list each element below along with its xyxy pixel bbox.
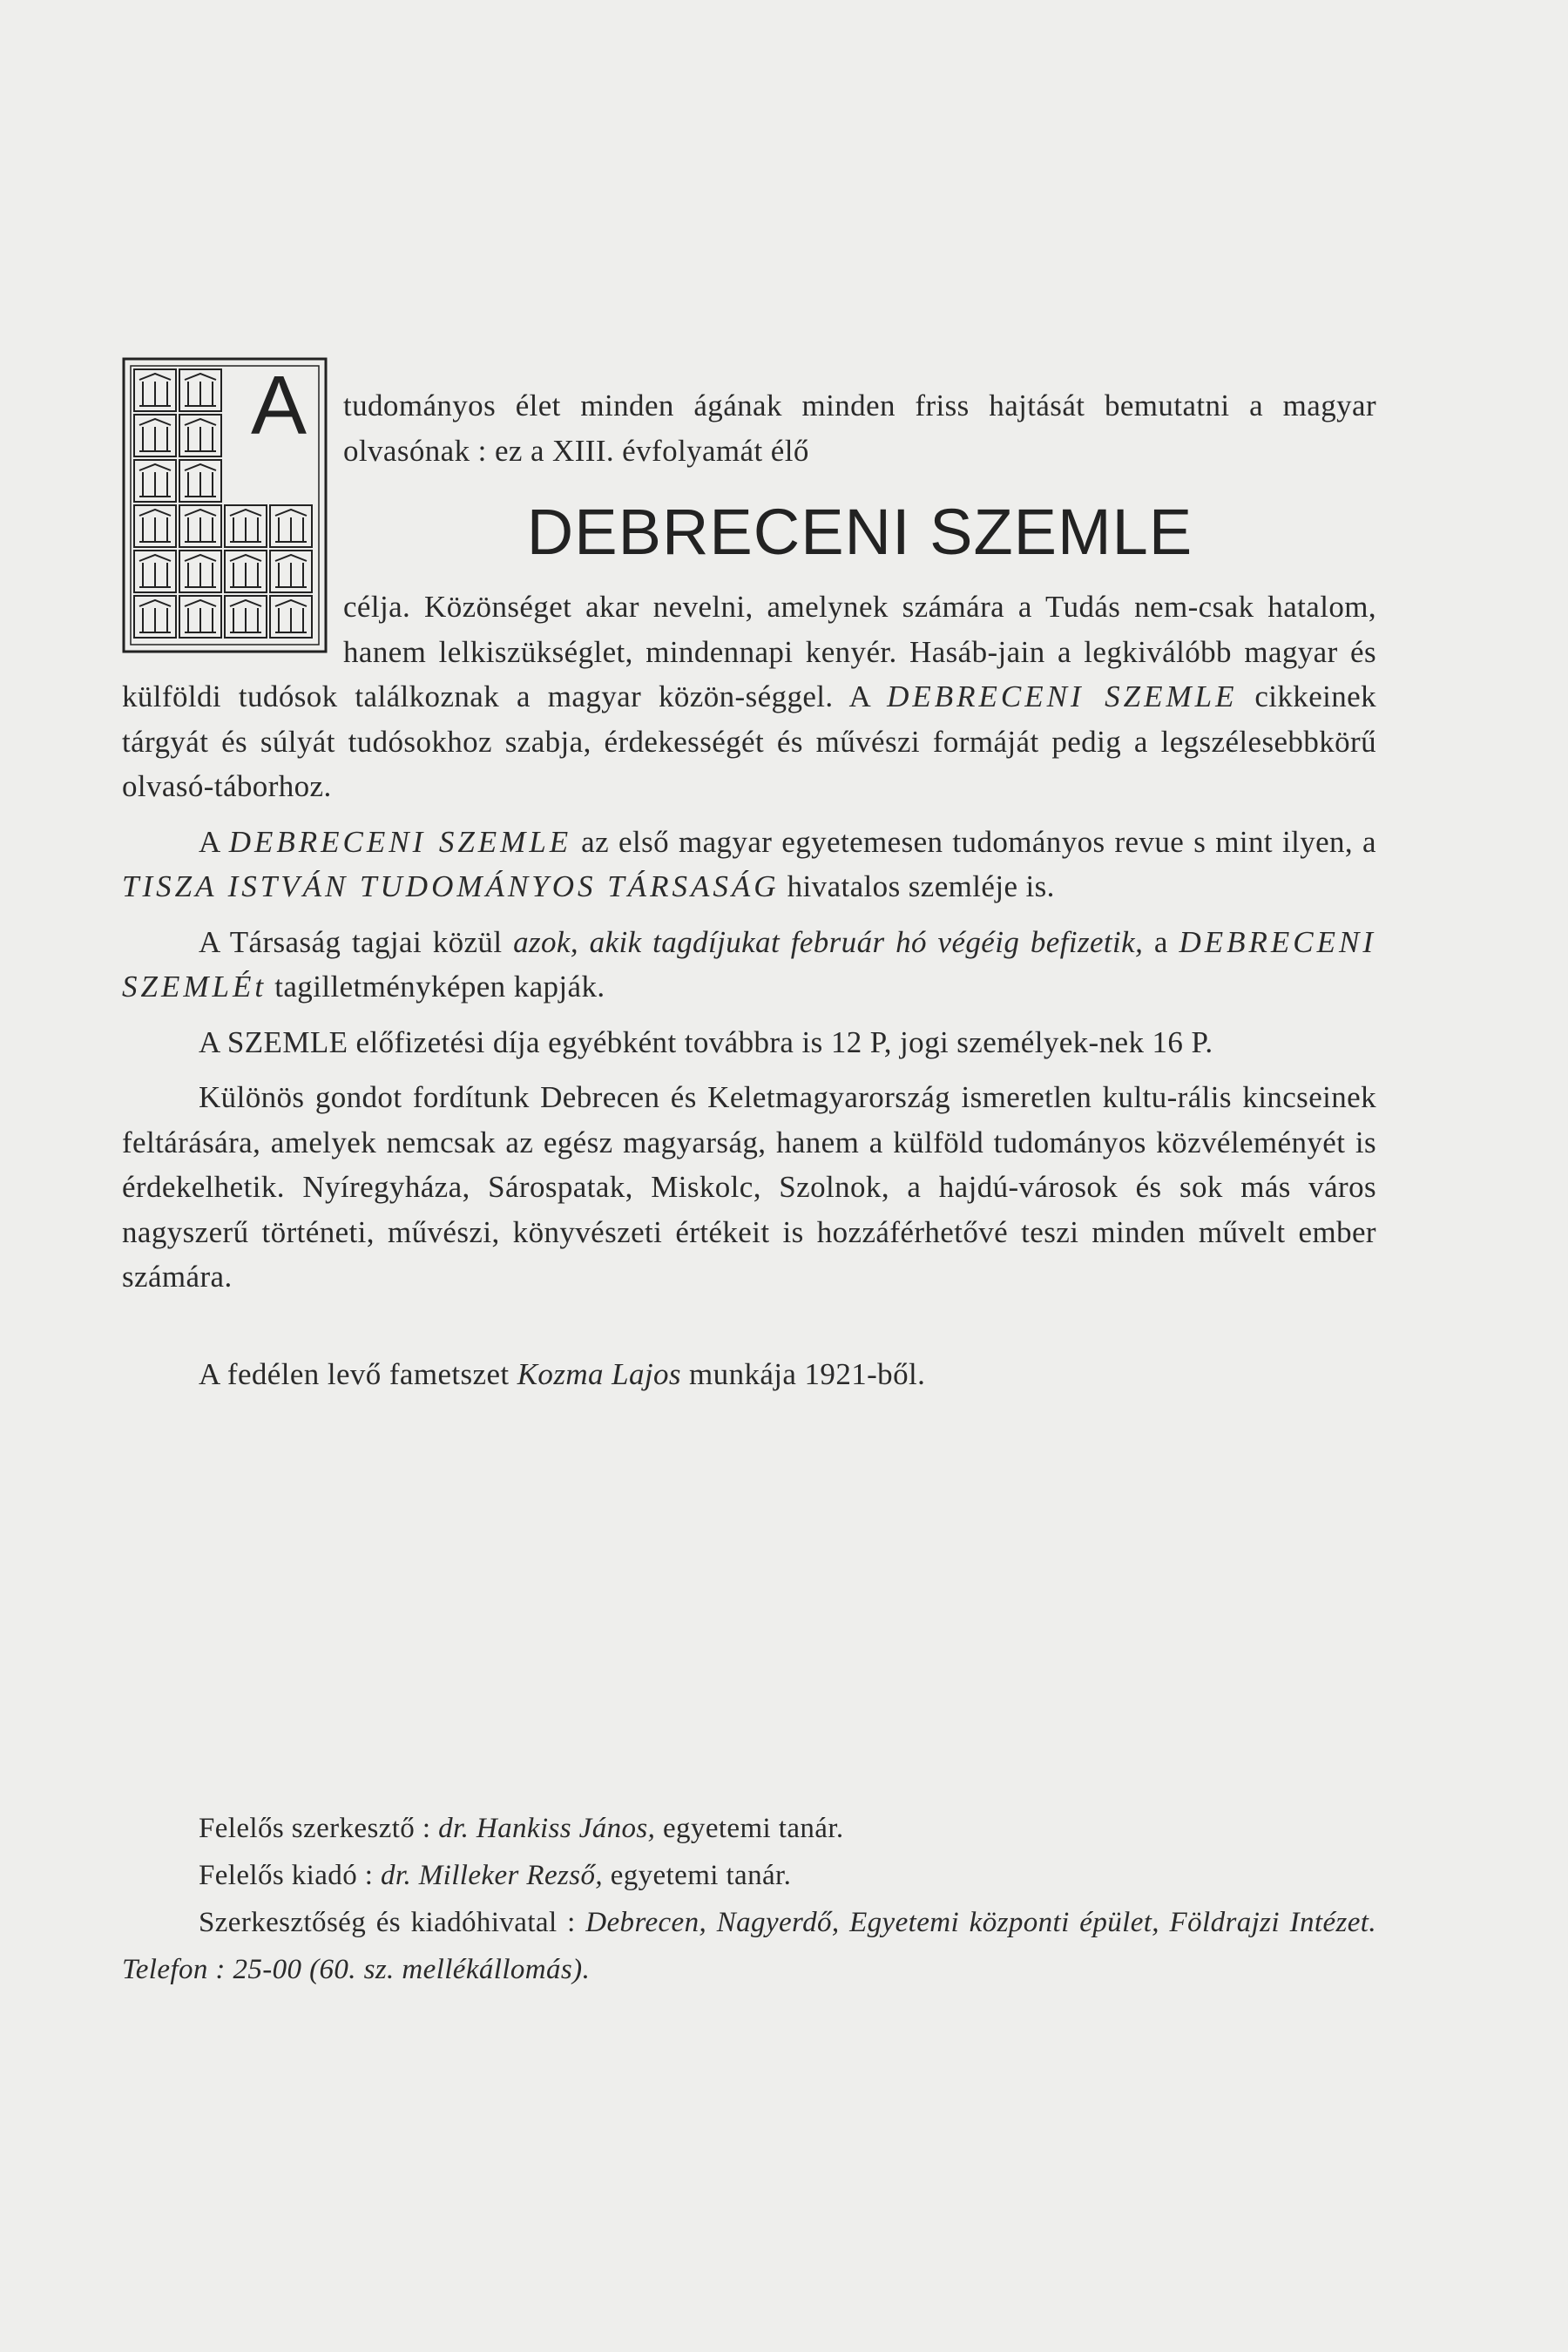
ornament-motif xyxy=(139,600,171,632)
ornament-motif xyxy=(185,600,216,632)
para2-text-b: az első magyar egyetemesen tudományos revue s mint ilyen, a xyxy=(581,824,1376,859)
paragraph-members xyxy=(122,920,1376,1010)
journal-name-italic: DEBRECENI SZEMLE xyxy=(887,679,1238,713)
colophon xyxy=(122,1805,1376,1993)
ornament-motif xyxy=(185,464,216,497)
para2-journal: DEBRECENI SZEMLE xyxy=(228,824,572,859)
publisher-name: dr. Milleker Rezső, xyxy=(380,1860,604,1891)
ornament-motif xyxy=(139,510,171,542)
publisher-line xyxy=(122,1852,1376,1899)
para3-journal: DEBRECENI SZEMLÉt xyxy=(122,924,1376,1004)
ornament-motif xyxy=(185,419,216,451)
cover-artist: Kozma Lajos xyxy=(517,1356,681,1391)
ornament-motif xyxy=(275,600,307,632)
paragraph-revue xyxy=(122,820,1376,909)
paragraph-subscription: A SZEMLE előfizetési díja egyébként továbbra is 12 P, jogi személyek-nek 16 P. xyxy=(199,1024,1213,1059)
para3-text-c: tagilletményképen kapják. xyxy=(274,970,605,1004)
editor-label: Felelős szerkesztő : xyxy=(199,1813,431,1844)
ornament-motif xyxy=(185,374,216,406)
ornament-motif xyxy=(139,419,171,451)
ornament-motif xyxy=(139,464,171,497)
ornament-motif xyxy=(139,555,171,587)
publisher-label: Felelős kiadó : xyxy=(199,1860,374,1891)
para2-text-c: hivatalos szemléje is. xyxy=(787,869,1055,903)
ornament-motif xyxy=(230,600,261,632)
main-text xyxy=(122,359,1376,1396)
ornament-motif xyxy=(230,510,261,542)
para3-text-a: A Társaság tagjai közül xyxy=(199,924,503,959)
ornament-motif xyxy=(275,510,307,542)
para2-society: TISZA ISTVÁN TUDOMÁNYOS TÁRSASÁG xyxy=(122,869,780,903)
office-label: Szerkesztőség és kiadóhivatal : xyxy=(199,1907,576,1938)
editor-title: egyetemi tanár. xyxy=(662,1813,844,1844)
paragraph-regional: Különös gondot fordítunk Debrecen és Keletmagyarország ismeretlen kultu-rális kincseinek feltárására, amelyek nemcsak az egész magyarság, hanem a külföld tudományos közvéleményét is érdekelhetik. Nyíregyháza, Sárospatak, Miskolc, Szolnok, a hajdú-városok és sok más város nagyszerű történeti, művészi, könyvészeti értékeit is hozzáférhetővé teszi minden művelt ember számára. xyxy=(122,1080,1376,1294)
ornament-motif xyxy=(185,510,216,542)
para3-text-b: a xyxy=(1153,924,1168,959)
para3-italic: azok, akik tagdíjukat február hó végéig befizetik, xyxy=(513,924,1144,959)
intro-line1: tudományos élet minden ágának minden friss hajtását bemutatni a magyar olvasónak : ez a XIII. évfolyamát élő xyxy=(343,389,1376,468)
para2-text-a: A xyxy=(199,824,220,859)
intro-line2: célja. Közönséget akar nevelni, amelynek számára a Tudás nem-csak hatalom, hanem lelkiszükséglet, mindennapi kenyér. Hasáb-jain a legkiválóbb magyar és külföldi tudósok találkoznak a magyar közön-séggel. A xyxy=(122,590,1376,713)
ornament-motif xyxy=(275,555,307,587)
drop-cap-letter: A xyxy=(251,359,308,452)
editor-line xyxy=(122,1805,1376,1852)
publisher-title: egyetemi tanár. xyxy=(610,1860,792,1891)
editor-name: dr. Hankiss János, xyxy=(438,1813,656,1844)
office-line xyxy=(122,1899,1376,1993)
para6-text-b: munkája 1921-ből. xyxy=(689,1356,926,1391)
paragraph-cover-credit xyxy=(122,1352,1376,1397)
ornament-motif xyxy=(230,555,261,587)
intro-line3: cikkeinek tárgyát és súlyát tudósokhoz szabja, érdekességét és művészi formáját pedig a legszélesebbkörű olvasó-táborhoz. xyxy=(122,679,1376,803)
ornament-motif xyxy=(139,374,171,406)
office-address: Debrecen, Nagyerdő, Egyetemi központi épület, Földrajzi Intézet. Telefon : 25-00 (60. sz. mellékállomás). xyxy=(122,1907,1376,1985)
para6-text-a: A fedélen levő fametszet xyxy=(199,1356,510,1391)
journal-masthead: DEBRECENI SZEMLE xyxy=(526,496,1193,568)
decorative-initial xyxy=(122,357,328,653)
ornament-motif xyxy=(185,555,216,587)
